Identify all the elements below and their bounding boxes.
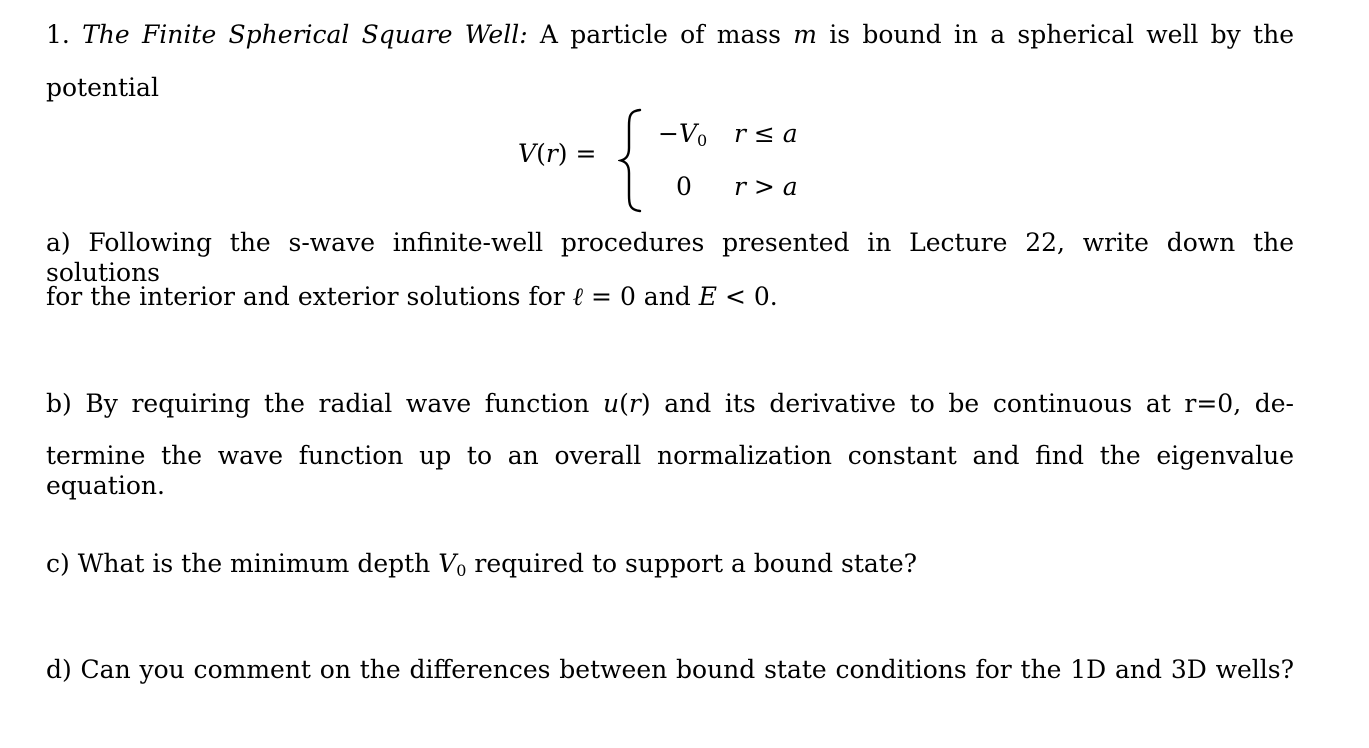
u-symbol: u	[603, 389, 620, 418]
part-b-line-1: b) By requiring the radial wave function u(r) and its derivative to be continuous at r=0, de-	[46, 389, 1294, 418]
part-a-eq2: < 0.	[724, 282, 778, 311]
problem-intro-line-1	[46, 20, 1294, 50]
part-b-line-2: termine the wave function up to an overall normalization constant and find the eigenvalue equation.	[46, 441, 1294, 500]
potential-equation	[518, 108, 818, 213]
equation-lhs: V(r) =	[518, 139, 597, 168]
v-subscript: 0	[456, 561, 467, 580]
v-symbol: V	[438, 549, 457, 578]
case-2-condition: r > a	[734, 172, 798, 201]
part-d: d) Can you comment on the differences between bound state conditions for the 1D and 3D wells?	[46, 655, 1294, 684]
left-brace-icon	[618, 108, 644, 213]
part-a-line-2	[46, 282, 1294, 312]
part-a-line-1: a) Following the s-wave infinite-well procedures presented in Lecture 22, write down the solutions	[46, 228, 1294, 287]
part-c-prefix: c) What is the minimum depth	[46, 549, 431, 578]
intro-text-before-mass: A particle of mass	[539, 20, 782, 49]
mass-symbol: m	[793, 20, 817, 49]
problem-title: The Finite Spherical Square Well:	[82, 20, 528, 49]
part-b-text-prefix: b) By requiring the radial wave function	[46, 389, 590, 418]
case-1-condition: r ≤ a	[734, 119, 798, 148]
intro-text-after-mass: is bound in a spherical well by the	[829, 20, 1294, 49]
case-1-value: $-V_0$	[658, 119, 708, 150]
part-c-suffix: required to support a bound state?	[474, 549, 918, 578]
part-c	[46, 549, 1294, 579]
case-2-value: 0	[676, 172, 692, 201]
problem-number: 1.	[46, 20, 70, 49]
part-a-text: for the interior and exterior solutions for	[46, 282, 565, 311]
ell-symbol: ℓ	[572, 282, 584, 311]
part-b-text-suffix: and its derivative to be continuous at r=0, de-	[664, 389, 1294, 418]
part-a-eq1: = 0 and	[591, 282, 691, 311]
energy-symbol: E	[698, 282, 718, 311]
problem-intro-line-2: potential	[46, 73, 159, 102]
